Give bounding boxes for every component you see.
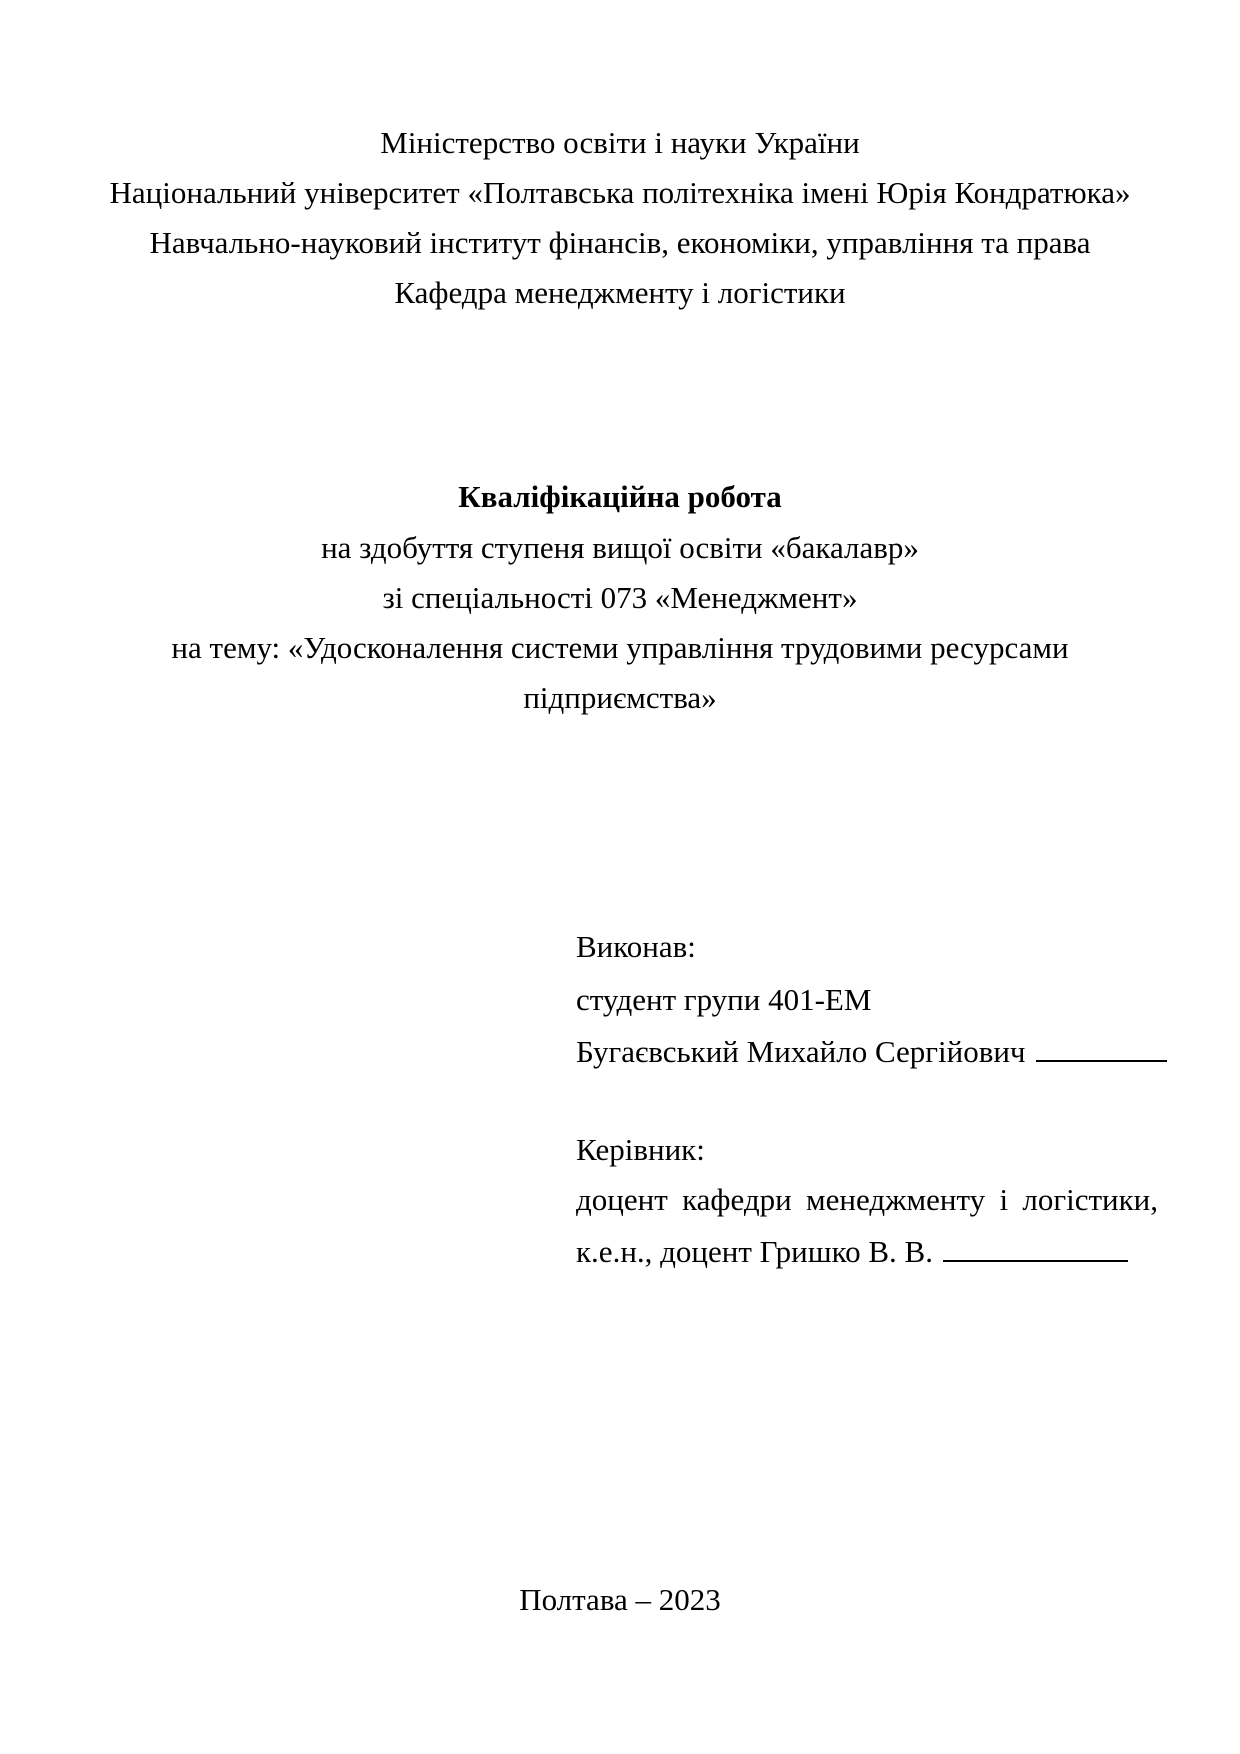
supervisor-signature-blank [943,1234,1128,1262]
topic-line-1: на тему: «Удосконалення системи управління трудовими ресурсами [171,630,1069,665]
author-signature-row [576,1032,1158,1072]
author-label: Виконав: [576,929,696,964]
author-group: студент групи 401-ЕМ [576,982,872,1017]
supervisor-label: Керівник: [576,1132,705,1167]
city-year: Полтава – 2023 [519,1582,721,1617]
supervisor-signature-row [576,1232,1158,1272]
department-line: Кафедра менеджменту і логістики [394,275,846,310]
university-line: Національний університет «Полтавська політехніка імені Юрія Кондратюка» [109,175,1131,210]
author-name: Бугаєвський Михайло Сергійович [576,1034,1026,1069]
supervisor-name: к.е.н., доцент Гришко В. В. [576,1234,933,1269]
degree-line: на здобуття ступеня вищої освіти «бакалавр» [321,530,919,565]
ministry-line: Міністерство освіти і науки України [380,125,860,160]
institute-line: Навчально-науковий інститут фінансів, економіки, управління та права [149,225,1091,260]
document-title: Кваліфікаційна робота [458,479,782,514]
supervisor-position: доцент кафедри менеджменту і логістики, [576,1182,1158,1217]
author-signature-blank [1036,1034,1167,1062]
topic-line-2: підприємства» [523,680,717,715]
specialty-line: зі спеціальності 073 «Менеджмент» [382,580,858,615]
